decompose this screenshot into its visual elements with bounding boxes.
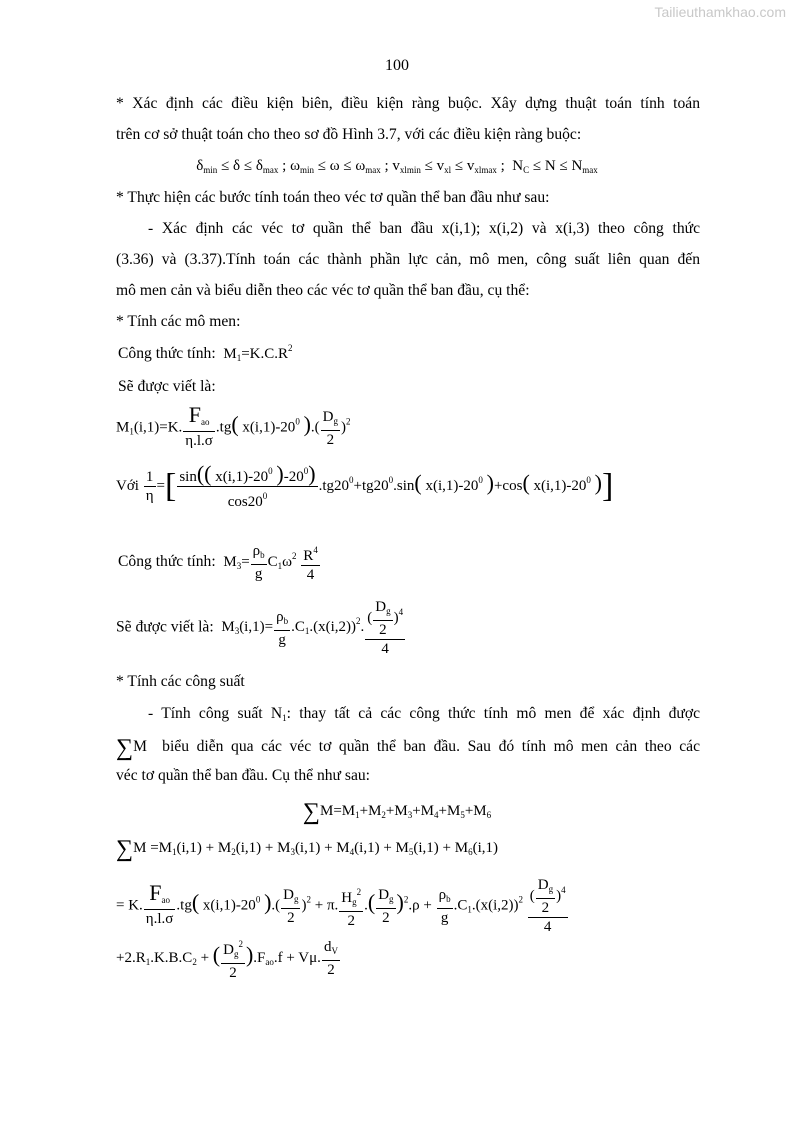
paragraph-line: * Xác định các điều kiện biên, điều kiện ràng buộc. Xây dựng thuật toán tính toán: [116, 95, 700, 112]
formula-label: Với: [116, 477, 139, 494]
paragraph-line: trên cơ sở thuật toán cho theo sơ đồ Hình 3.7, với các điều kiện ràng buộc:: [116, 126, 582, 143]
sum-formula-line-2: $+2.R_1.K.B.C_2$ + ( $\frac{D_g^2}{2}$ )$.F_{ao}.f + V\mu$. $\frac{d_V}{2}$: [116, 935, 341, 982]
paragraph-line: - Tính công suất $N_1$: thay tất cả các công thức tính mô men để xác định được: [148, 705, 700, 723]
formula-label: Công thức tính:: [118, 552, 216, 570]
paragraph-line: (3.36) và (3.37).Tính toán các thành phần lực cản, mô men, công suất liên quan đến: [116, 251, 700, 268]
page-number: 100: [385, 57, 409, 74]
sum-formula-line-1: = K. $\frac{F_{ao}}{\eta.l.\sigma}$ .tg( $x(i,1)-20^0$ ).( $\frac{D_g}{2}$ )$^2$ + π. $\frac{H_g^2}{2}$ .( $\frac{D_g}{2}$ )$^2$.ρ + $\frac{\rho_b}{g}$ $.C_1.(x(i,2))^2$ ( $\frac{D_g}{2}$ )$^4$ 4: [116, 877, 566, 935]
formula-m1-expanded: $M_1(i,1)=K$. $\frac{F_{ao}}{\eta.l.\sigma}$ .tg( $x(i,1)-20^0$ ).( $\frac{D_g}{2}$ )$^2$: [116, 402, 351, 449]
watermark: Tailieuthamkhao.com: [654, 4, 786, 20]
paragraph-line: - Xác định các véc tơ quần thể ban đầu x(i,1); x(i,2) và x(i,3) theo công thức: [148, 220, 700, 237]
constraint-formula: $\delta_{min} \le \delta \le \delta_{max}$ ; $\omega_{min} \le \omega \le \omega_{max}$ ; $v_{xlmin} \le v_{xl} \le v_{xlmax}$ ; $N_C \le N \le N_{max}$: [196, 158, 598, 175]
formula-m3-expanded: Sẽ được viết là: $M_3(i,1)=$ $\frac{\rho_b}{g}$ $.C_1.(x(i,2))^2$. ( $\frac{D_g}{2}$ )$^4$ 4: [116, 599, 404, 657]
paragraph-line: * Thực hiện các bước tính toán theo véc tơ quần thể ban đầu như sau:: [116, 189, 550, 206]
formula-eta: Với $\frac{1}{\eta}$ =[ $\frac{\sin(( x(i,1)-20^0 )-20^0)}{\cos 20^0}$ $.tg20^0+tg20^0.\sin$( $x(i,1)-20^0$ )+cos( $x(i,1)-20^0$ )]: [116, 461, 614, 510]
paragraph-line: mô men cản và biểu diễn theo các véc tơ quần thể ban đầu, cụ thể:: [116, 282, 530, 299]
section-heading: * Tính các mô men:: [116, 313, 241, 330]
paragraph-line: véc tơ quần thể ban đầu. Cụ thể như sau:: [116, 767, 371, 784]
formula-m1: Công thức tính: $M_1=K.C.R^2$: [118, 343, 293, 363]
sum-formula-expanded: $\sum M =M_1(i,1) + M_2(i,1) + M_3(i,1) + M_4(i,1) + M_5(i,1) + M_6(i,1)$: [116, 836, 499, 862]
sum-formula: $\sum M=M_1+M_2+M_3+M_4+M_5+M_6$: [302, 799, 492, 825]
paragraph-line: ∑M biểu diễn qua các véc tơ quần thể ban đầu. Sau đó tính mô men cản theo các: [116, 735, 700, 761]
paragraph-line: Sẽ được viết là:: [118, 378, 216, 395]
section-heading: * Tính các công suất: [116, 673, 245, 690]
formula-m3: Công thức tính: $M_3=$ $\frac{\rho_b}{g}$ $C_1\omega^2$ $\frac{R^4}{4}$: [118, 543, 318, 583]
formula-label: Công thức tính:: [118, 345, 216, 362]
formula-label: Sẽ được viết là:: [116, 618, 214, 636]
